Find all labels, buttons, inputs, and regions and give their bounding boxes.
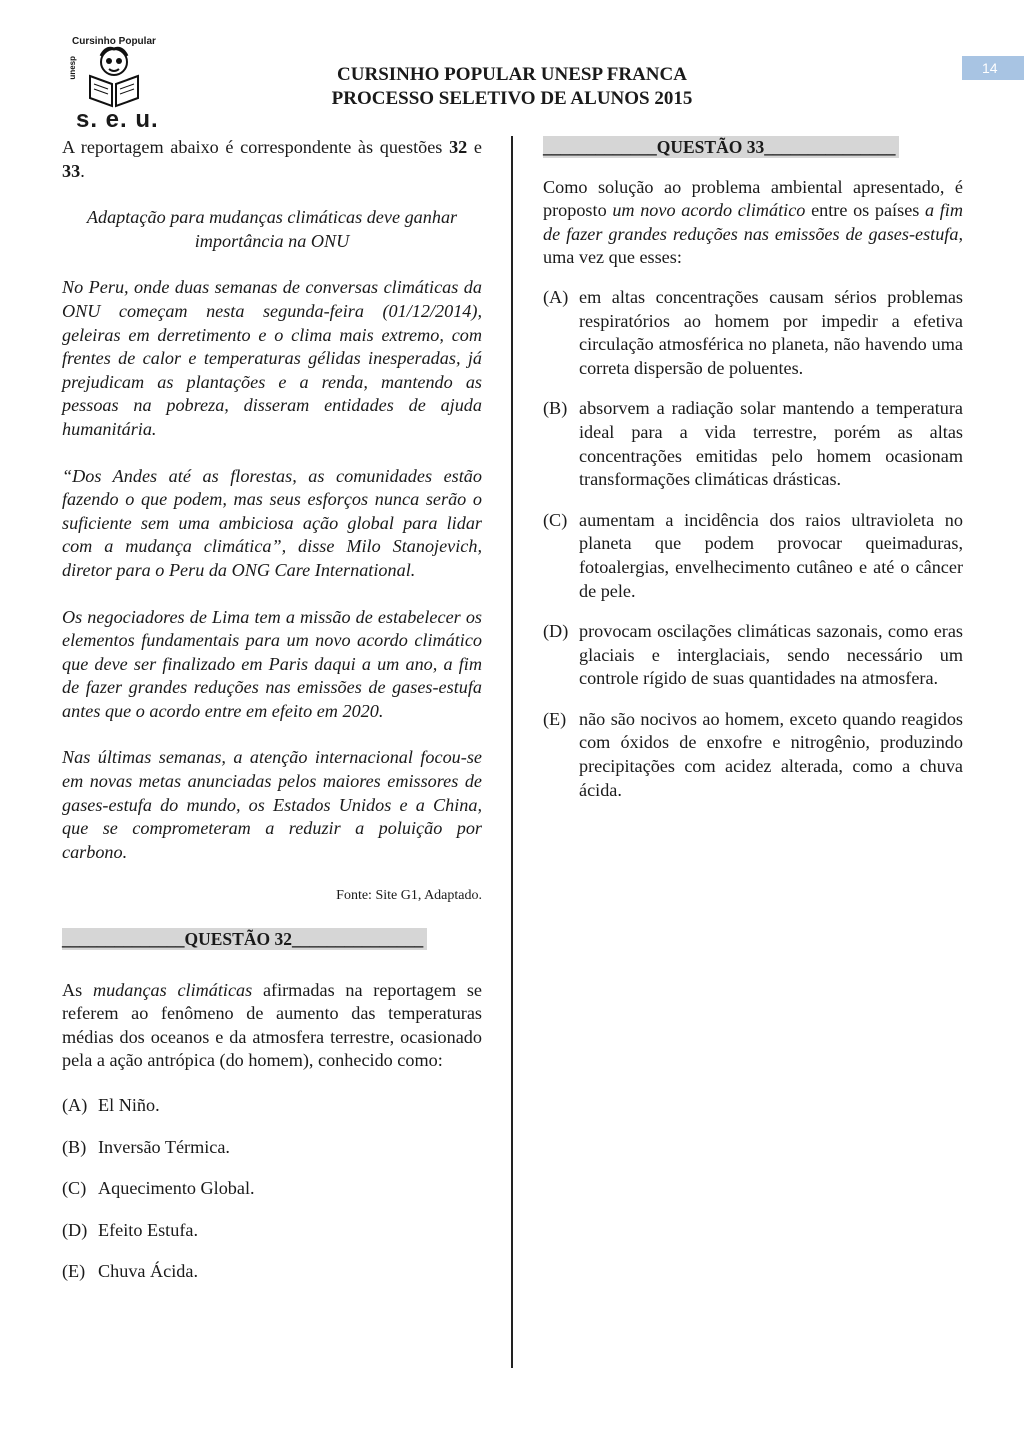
question-32-option-e: (E) Chuva Ácida.: [62, 1261, 199, 1282]
page-number: 14: [962, 56, 1024, 80]
question-33-heading: _____________QUESTÃO 33_______________: [543, 136, 899, 158]
logo-side-text: unesp: [68, 56, 77, 80]
article-paragraph: “Dos Andes até as florestas, as comunidades estão fazendo o que podem, mas seus esforços nunca serão o suficiente sem uma ambiciosa ação global para lidar com a mudança climática”, disse Milo Stanojevich, diretor para o Peru da ONG Care International.: [62, 465, 482, 580]
logo-title: Cursinho Popular: [72, 36, 156, 47]
question-33-heading-row: [543, 136, 963, 160]
question-33-stem: Como solução ao problema ambiental apresentado, é proposto um novo acordo climático entre os países a fim de fazer grandes reduções nas emissões de gases-estufa, uma vez que esses:: [543, 176, 963, 268]
question-33-option-d: (D) provocam oscilações climáticas sazonais, como eras glaciais e interglaciais, sendo necessário um controle rígido de suas quantidades na atmosfera.: [543, 621, 963, 689]
reading-child-icon: [76, 46, 150, 108]
right-column: [543, 136, 963, 802]
article-paragraph: Nas últimas semanas, a atenção internacional focou-se em novas metas anunciadas pelos maiores emissores de gases-estufa do mundo, os Estados Unidos e a China, que se comprometeram a reduzir a poluição por carbono.: [62, 747, 482, 862]
seu-logo: [62, 36, 162, 134]
article-source: Fonte: Site G1, Adaptado.: [336, 888, 482, 904]
document-header: [200, 63, 824, 111]
article-paragraph: No Peru, onde duas semanas de conversas climáticas da ONU começam nesta segunda-feira (01/12/2014), geleiras em derretimento e o clima mais extremo, com frentes de calor e temperaturas gélidas inesperadas, já prejudicam as plantações e a renda, mantendo as pessoas na pobreza, disseram entidades de ajuda humanitária.: [62, 277, 482, 439]
header-line-1: CURSINHO POPULAR UNESP FRANCA: [337, 64, 687, 85]
question-32-heading: ______________QUESTÃO 32_______________: [62, 928, 427, 950]
question-33-option-c: (C) aumentam a incidência dos raios ultravioleta no planeta que podem provocar queimaduras, fotoalergias, envelhecimento cutâneo e até o câncer de pele.: [543, 509, 963, 601]
question-32-heading-row: [62, 928, 482, 952]
article-paragraph: Os negociadores de Lima tem a missão de estabelecer os elementos fundamentais para um novo acordo climático que deve ser finalizado em Paris daqui a um ano, a fim de fazer grandes reduções nas emissões de gases-estufa antes que o acordo entre em efeito em 2020.: [62, 606, 482, 721]
question-32-option-c: (C) Aquecimento Global.: [62, 1178, 255, 1199]
column-divider: [511, 136, 513, 1368]
left-column: [62, 136, 482, 1284]
question-32-option-a: (A) El Niño.: [62, 1095, 160, 1115]
question-33-option-e: (E) não são nocivos ao homem, exceto quando reagidos com óxidos de enxofre e nitrogênio, produzindo precipitações com acidez alterada, como a chuva ácida.: [543, 708, 963, 800]
question-32-option-b: (B) Inversão Térmica.: [62, 1136, 230, 1157]
question-32-option-d: (D) Efeito Estufa.: [62, 1219, 198, 1240]
intro-text: A reportagem abaixo é correspondente às questões 32 e 33.: [62, 137, 482, 181]
question-33-option-b: (B) absorvem a radiação solar mantendo a temperatura ideal para a vida terrestre, porém as altas concentrações emitidas pelo homem ocasionam transformações climáticas drásticas.: [543, 398, 963, 490]
logo-text: s. e. u.: [76, 106, 159, 133]
header-line-2: PROCESSO SELETIVO DE ALUNOS 2015: [331, 88, 693, 109]
question-33-option-a: (A) em altas concentrações causam sérios problemas respiratórios ao homem por impedir a efetiva circulação atmosférica no planeta, não havendo uma correta dispersão de poluentes.: [543, 286, 963, 378]
article-headline: Adaptação para mudanças climáticas deve ganhar importância na ONU: [86, 207, 458, 251]
question-32-stem: As mudanças climáticas afirmadas na reportagem se referem ao fenômeno de aumento das temperaturas médias dos oceanos e da atmosfera terrestre, ocasionado pela a ação antrópica (do homem), conhecido como:: [62, 979, 482, 1071]
